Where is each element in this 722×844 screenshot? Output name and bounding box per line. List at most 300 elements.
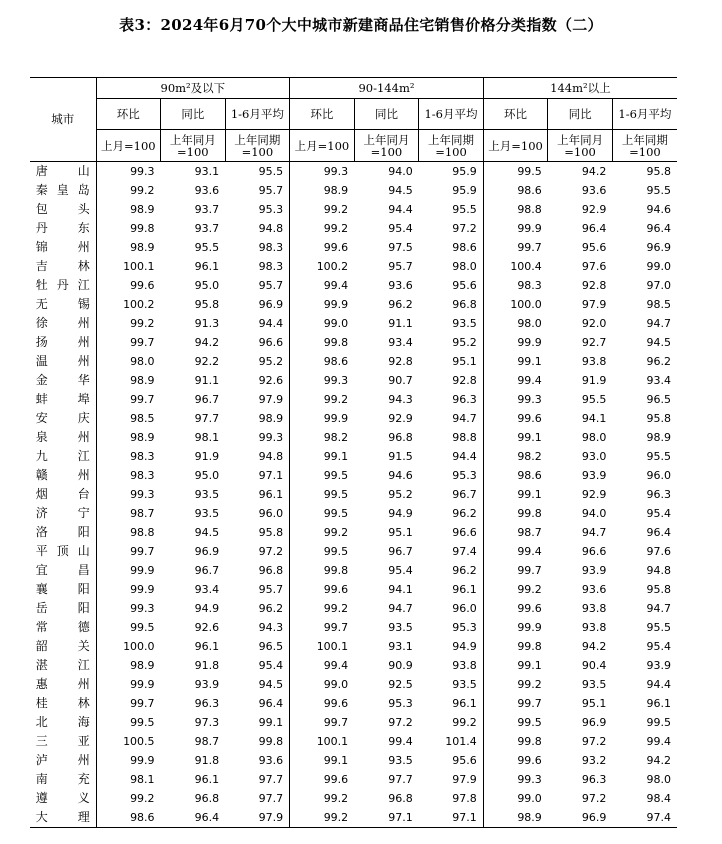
table-row	[30, 333, 677, 352]
value-cell: 99.5	[323, 507, 349, 520]
value-cell: 94.4	[388, 203, 413, 216]
page-title: 表3：2024年6月70个大中城市新建商品住宅销售价格分类指数（二）	[119, 16, 603, 34]
value-cell: 97.9	[581, 298, 607, 311]
city-name: 惠 州	[35, 677, 90, 691]
table-row	[30, 789, 677, 808]
table-row	[30, 428, 677, 447]
city-name: 徐 州	[35, 316, 90, 330]
value-cell: 99.9	[323, 298, 349, 311]
value-cell: 97.2	[388, 716, 413, 729]
table-row	[30, 352, 677, 371]
value-cell: 94.9	[194, 602, 220, 615]
group-header-medium: 90-144m²	[290, 78, 484, 99]
value-cell: 95.4	[646, 507, 671, 520]
value-cell: 99.2	[130, 792, 155, 805]
value-cell: 91.9	[194, 450, 220, 463]
value-cell: 96.3	[419, 390, 484, 409]
value-cell: 93.4	[646, 374, 671, 387]
value-cell: 97.0	[646, 279, 671, 292]
value-cell: 98.0	[517, 317, 542, 330]
value-cell: 99.5	[517, 165, 542, 178]
value-cell: 99.4	[646, 735, 671, 748]
value-cell: 96.8	[225, 561, 290, 580]
value-cell: 97.7	[225, 770, 290, 789]
value-cell: 99.6	[130, 279, 155, 292]
city-name: 九 江	[35, 449, 90, 463]
city-name: 秦 皇 岛	[35, 183, 90, 197]
value-cell: 100.1	[123, 260, 155, 273]
value-cell: 99.4	[323, 279, 349, 292]
value-cell: 93.5	[194, 507, 220, 520]
value-cell: 98.9	[130, 241, 155, 254]
value-cell: 93.9	[581, 469, 607, 482]
sub-header: 1-6月平均	[225, 99, 290, 130]
city-name: 泉 州	[35, 430, 90, 444]
city-cell	[30, 352, 96, 371]
value-cell: 96.3	[646, 488, 671, 501]
value-cell: 98.5	[646, 298, 671, 311]
value-cell: 93.4	[194, 583, 220, 596]
table-row	[30, 257, 677, 276]
value-cell: 92.2	[194, 355, 220, 368]
value-cell: 95.7	[388, 260, 413, 273]
value-cell: 92.8	[419, 371, 484, 390]
value-cell: 96.1	[419, 580, 484, 599]
value-cell: 92.9	[581, 203, 607, 216]
city-cell	[30, 637, 96, 656]
value-cell: 99.2	[290, 808, 355, 828]
value-cell: 99.4	[323, 659, 349, 672]
city-cell	[30, 580, 96, 599]
value-cell: 99.7	[323, 716, 349, 729]
sub-header: 同比	[161, 99, 226, 130]
value-cell: 99.7	[323, 621, 349, 634]
city-cell	[30, 276, 96, 295]
value-cell: 95.2	[388, 488, 413, 501]
value-cell: 99.6	[323, 773, 349, 786]
value-cell: 99.7	[130, 393, 155, 406]
value-cell: 91.1	[194, 374, 220, 387]
value-cell: 96.5	[225, 637, 290, 656]
value-cell: 98.2	[323, 431, 349, 444]
value-cell: 94.7	[388, 602, 413, 615]
value-cell: 97.9	[225, 390, 290, 409]
value-cell: 99.2	[517, 583, 542, 596]
city-cell	[30, 789, 96, 808]
value-cell: 98.3	[225, 257, 290, 276]
value-cell: 98.2	[517, 450, 542, 463]
city-name: 南 充	[35, 772, 90, 786]
city-name: 三 亚	[35, 734, 90, 748]
value-cell: 96.1	[225, 485, 290, 504]
value-cell: 98.7	[517, 526, 542, 539]
value-cell: 95.1	[419, 352, 484, 371]
value-cell: 95.9	[419, 181, 484, 200]
value-cell: 97.7	[388, 773, 413, 786]
city-cell	[30, 542, 96, 561]
value-cell: 99.4	[517, 545, 542, 558]
value-cell: 99.9	[130, 754, 155, 767]
city-name: 赣 州	[35, 468, 90, 482]
value-cell: 94.2	[194, 336, 220, 349]
value-cell: 99.2	[517, 678, 542, 691]
city-cell	[30, 219, 96, 238]
sub-header: 1-6月平均	[419, 99, 484, 130]
city-cell	[30, 485, 96, 504]
value-cell: 99.7	[517, 697, 542, 710]
city-cell	[30, 732, 96, 751]
value-cell: 95.5	[646, 184, 671, 197]
value-cell: 96.9	[581, 716, 607, 729]
value-cell: 95.8	[646, 583, 671, 596]
sub-header: 同比	[548, 99, 613, 130]
value-cell: 96.1	[194, 260, 220, 273]
table-row	[30, 523, 677, 542]
value-cell: 93.5	[581, 678, 607, 691]
value-cell: 99.5	[323, 488, 349, 501]
value-cell: 96.2	[225, 599, 290, 618]
value-cell: 97.2	[419, 219, 484, 238]
table-row	[30, 466, 677, 485]
table-row	[30, 580, 677, 599]
value-cell: 93.8	[581, 355, 607, 368]
value-cell: 95.0	[194, 279, 220, 292]
value-cell: 96.0	[646, 469, 671, 482]
table-row	[30, 238, 677, 257]
value-cell: 100.0	[123, 640, 155, 653]
value-cell: 97.2	[581, 792, 607, 805]
value-cell: 99.4	[388, 735, 413, 748]
table-row	[30, 656, 677, 675]
value-cell: 93.6	[225, 751, 290, 770]
table-row	[30, 200, 677, 219]
value-cell: 98.7	[130, 507, 155, 520]
value-cell: 99.3	[517, 773, 542, 786]
value-cell: 99.7	[130, 697, 155, 710]
value-cell: 96.9	[548, 808, 613, 828]
value-cell: 96.1	[194, 640, 220, 653]
city-cell	[30, 333, 96, 352]
base-header: 上年同月=100	[354, 130, 419, 162]
value-cell: 95.7	[225, 276, 290, 295]
value-cell: 98.6	[419, 238, 484, 257]
value-cell: 90.4	[581, 659, 607, 672]
city-name: 无 锡	[35, 297, 90, 311]
value-cell: 95.4	[388, 564, 413, 577]
value-cell: 93.9	[194, 678, 220, 691]
value-cell: 99.0	[517, 792, 542, 805]
value-cell: 92.9	[581, 488, 607, 501]
city-cell	[30, 390, 96, 409]
value-cell: 100.2	[316, 260, 349, 273]
value-cell: 93.5	[419, 675, 484, 694]
value-cell: 97.6	[646, 545, 671, 558]
value-cell: 94.8	[225, 219, 290, 238]
value-cell: 96.6	[225, 333, 290, 352]
value-cell: 97.9	[225, 808, 290, 828]
value-cell: 94.2	[646, 754, 671, 767]
city-name: 泸 州	[35, 753, 90, 767]
value-cell: 100.0	[510, 298, 542, 311]
value-cell: 98.1	[130, 773, 155, 786]
sub-header: 环比	[290, 99, 355, 130]
value-cell: 93.8	[419, 656, 484, 675]
city-name: 洛 阳	[35, 525, 90, 539]
value-cell: 99.6	[323, 697, 349, 710]
value-cell: 92.8	[581, 279, 607, 292]
city-cell	[30, 238, 96, 257]
value-cell: 99.1	[517, 355, 542, 368]
base-header: 上月=100	[290, 130, 355, 162]
city-name: 温 州	[35, 354, 90, 368]
value-cell: 96.6	[419, 523, 484, 542]
value-cell: 90.7	[388, 374, 413, 387]
value-cell: 96.9	[646, 241, 671, 254]
value-cell: 97.4	[612, 808, 677, 828]
value-cell: 99.2	[323, 222, 349, 235]
table-row	[30, 485, 677, 504]
value-cell: 94.3	[225, 618, 290, 637]
base-header: 上月=100	[96, 130, 161, 162]
value-cell: 93.6	[581, 184, 607, 197]
value-cell: 96.8	[388, 431, 413, 444]
city-name: 唐 山	[35, 164, 90, 178]
city-cell	[30, 770, 96, 789]
value-cell: 100.1	[316, 735, 349, 748]
city-cell	[30, 181, 96, 200]
value-cell: 100.1	[316, 640, 349, 653]
value-cell: 99.9	[323, 412, 349, 425]
value-cell: 99.9	[517, 621, 542, 634]
value-cell: 99.0	[323, 317, 349, 330]
value-cell: 99.3	[323, 374, 349, 387]
value-cell: 99.9	[517, 336, 542, 349]
value-cell: 94.0	[581, 507, 607, 520]
value-cell: 94.4	[646, 678, 671, 691]
value-cell: 94.0	[388, 165, 413, 178]
value-cell: 92.8	[388, 355, 413, 368]
value-cell: 100.4	[510, 260, 542, 273]
value-cell: 94.5	[225, 675, 290, 694]
value-cell: 93.9	[581, 564, 607, 577]
city-cell	[30, 656, 96, 675]
value-cell: 99.3	[130, 602, 155, 615]
value-cell: 99.8	[517, 735, 542, 748]
value-cell: 99.0	[646, 260, 671, 273]
value-cell: 99.9	[517, 222, 542, 235]
value-cell: 95.5	[581, 393, 607, 406]
value-cell: 99.1	[323, 450, 349, 463]
value-cell: 95.1	[581, 697, 607, 710]
base-header: 上年同月=100	[548, 130, 613, 162]
city-name: 遵 义	[35, 791, 90, 805]
value-cell: 99.1	[517, 431, 542, 444]
value-cell: 99.3	[517, 393, 542, 406]
city-cell	[30, 561, 96, 580]
value-cell: 99.2	[130, 317, 155, 330]
value-cell: 99.2	[323, 602, 349, 615]
value-cell: 92.7	[581, 336, 607, 349]
table-row	[30, 637, 677, 656]
value-cell: 96.5	[646, 393, 671, 406]
value-cell: 99.5	[517, 716, 542, 729]
value-cell: 99.6	[517, 602, 542, 615]
value-cell: 99.2	[323, 526, 349, 539]
value-cell: 95.6	[419, 276, 484, 295]
value-cell: 93.5	[194, 488, 220, 501]
value-cell: 98.8	[419, 428, 484, 447]
value-cell: 91.9	[581, 374, 607, 387]
table-row	[30, 732, 677, 751]
value-cell: 94.5	[388, 184, 413, 197]
value-cell: 99.2	[323, 792, 349, 805]
city-name: 襄 阳	[35, 582, 90, 596]
value-cell: 94.6	[646, 203, 671, 216]
value-cell: 98.0	[130, 355, 155, 368]
city-name: 韶 关	[35, 639, 90, 653]
value-cell: 98.6	[517, 469, 542, 482]
value-cell: 97.1	[225, 466, 290, 485]
value-cell: 98.9	[130, 659, 155, 672]
value-cell: 98.9	[130, 203, 155, 216]
value-cell: 92.6	[225, 371, 290, 390]
value-cell: 95.4	[225, 656, 290, 675]
value-cell: 93.7	[194, 222, 220, 235]
value-cell: 101.4	[419, 732, 484, 751]
value-cell: 95.6	[581, 241, 607, 254]
value-cell: 98.1	[194, 431, 220, 444]
value-cell: 99.1	[323, 754, 349, 767]
value-cell: 96.2	[419, 504, 484, 523]
value-cell: 99.2	[130, 184, 155, 197]
value-cell: 95.9	[419, 162, 484, 182]
value-cell: 93.5	[388, 754, 413, 767]
value-cell: 93.1	[388, 640, 413, 653]
value-cell: 98.9	[130, 431, 155, 444]
value-cell: 96.7	[194, 393, 220, 406]
table-row	[30, 409, 677, 428]
value-cell: 94.4	[225, 314, 290, 333]
city-cell	[30, 428, 96, 447]
value-cell: 99.7	[517, 241, 542, 254]
table-row	[30, 181, 677, 200]
value-cell: 95.3	[419, 466, 484, 485]
value-cell: 98.6	[323, 355, 349, 368]
city-cell	[30, 371, 96, 390]
value-cell: 98.6	[96, 808, 161, 828]
value-cell: 98.4	[646, 792, 671, 805]
value-cell: 98.3	[225, 238, 290, 257]
value-cell: 95.5	[194, 241, 220, 254]
value-cell: 97.8	[419, 789, 484, 808]
value-cell: 91.8	[194, 754, 220, 767]
table-header	[30, 78, 677, 162]
value-cell: 99.5	[130, 716, 155, 729]
value-cell: 95.1	[388, 526, 413, 539]
value-cell: 99.0	[323, 678, 349, 691]
value-cell: 99.9	[130, 564, 155, 577]
value-cell: 94.7	[646, 317, 671, 330]
city-name: 岳 阳	[35, 601, 90, 615]
value-cell: 96.2	[646, 355, 671, 368]
value-cell: 95.5	[646, 450, 671, 463]
value-cell: 96.4	[161, 808, 226, 828]
value-cell: 95.6	[419, 751, 484, 770]
value-cell: 95.3	[225, 200, 290, 219]
sub-header: 同比	[354, 99, 419, 130]
value-cell: 99.2	[323, 393, 349, 406]
value-cell: 96.1	[646, 697, 671, 710]
value-cell: 92.6	[194, 621, 220, 634]
value-cell: 93.7	[194, 203, 220, 216]
city-name: 北 海	[35, 715, 90, 729]
sub-header: 环比	[483, 99, 548, 130]
value-cell: 99.6	[517, 412, 542, 425]
city-cell	[30, 713, 96, 732]
value-cell: 96.1	[194, 773, 220, 786]
value-cell: 96.7	[194, 564, 220, 577]
value-cell: 94.7	[419, 409, 484, 428]
city-cell	[30, 295, 96, 314]
value-cell: 98.5	[130, 412, 155, 425]
value-cell: 93.0	[581, 450, 607, 463]
value-cell: 96.8	[194, 792, 220, 805]
value-cell: 93.2	[581, 754, 607, 767]
value-cell: 95.4	[646, 640, 671, 653]
value-cell: 97.7	[194, 412, 220, 425]
value-cell: 99.7	[517, 564, 542, 577]
base-header: 上年同期=100	[419, 130, 484, 162]
value-cell: 97.1	[419, 808, 484, 828]
value-cell: 93.8	[581, 602, 607, 615]
city-cell	[30, 751, 96, 770]
value-cell: 93.5	[419, 314, 484, 333]
value-cell: 96.7	[388, 545, 413, 558]
value-cell: 98.7	[194, 735, 220, 748]
city-name: 扬 州	[35, 335, 90, 349]
table-row	[30, 162, 677, 182]
city-cell	[30, 314, 96, 333]
value-cell: 99.6	[323, 241, 349, 254]
value-cell: 98.0	[419, 257, 484, 276]
value-cell: 94.1	[581, 412, 607, 425]
value-cell: 99.5	[646, 716, 671, 729]
value-cell: 98.8	[517, 203, 542, 216]
value-cell: 98.6	[517, 184, 542, 197]
city-cell	[30, 618, 96, 637]
value-cell: 94.4	[419, 447, 484, 466]
city-name: 包 头	[35, 202, 90, 216]
value-cell: 93.6	[581, 583, 607, 596]
value-cell: 99.3	[130, 165, 155, 178]
city-cell	[30, 808, 96, 828]
table-row	[30, 751, 677, 770]
city-cell	[30, 466, 96, 485]
value-cell: 98.3	[130, 469, 155, 482]
value-cell: 90.9	[388, 659, 413, 672]
value-cell: 99.5	[323, 469, 349, 482]
value-cell: 92.0	[581, 317, 607, 330]
base-header: 上年同期=100	[612, 130, 677, 162]
city-name: 常 德	[35, 620, 90, 634]
value-cell: 91.8	[194, 659, 220, 672]
table-row	[30, 390, 677, 409]
value-cell: 99.1	[225, 713, 290, 732]
city-cell	[30, 523, 96, 542]
value-cell: 100.5	[123, 735, 155, 748]
city-name: 桂 林	[35, 696, 90, 710]
value-cell: 98.8	[130, 526, 155, 539]
